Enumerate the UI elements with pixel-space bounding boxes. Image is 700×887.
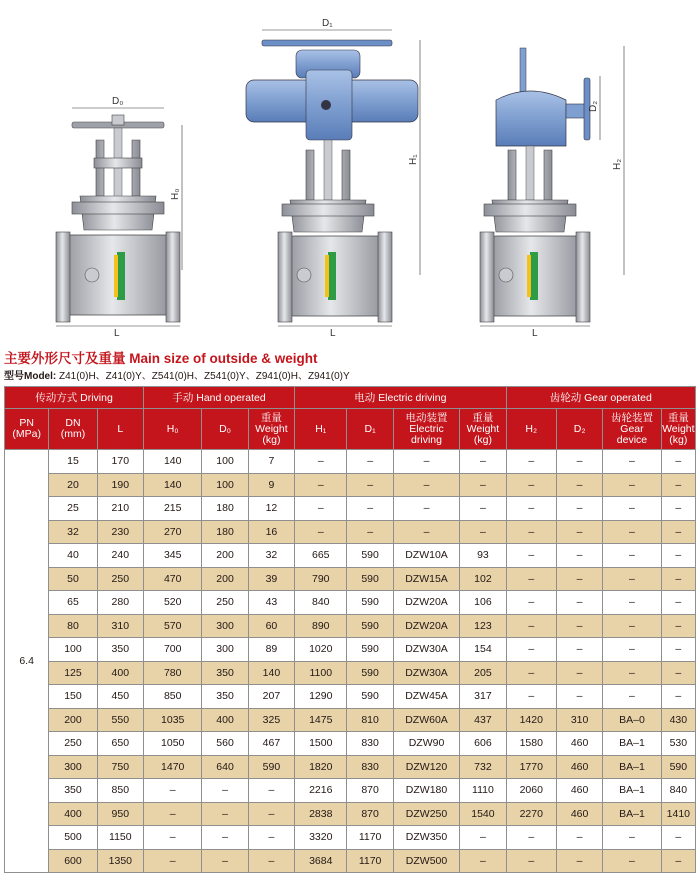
table-cell: 9 [248, 473, 294, 497]
header-d0: D₀ [202, 409, 248, 450]
electric-valve-drawing [246, 18, 420, 339]
table-cell: – [295, 473, 347, 497]
table-cell: – [603, 497, 661, 521]
table-cell: 590 [661, 755, 695, 779]
table-cell: 230 [97, 520, 143, 544]
table-cell: 1420 [506, 708, 556, 732]
table-cell: 1470 [144, 755, 202, 779]
table-cell: 810 [347, 708, 393, 732]
table-cell: – [347, 497, 393, 521]
table-cell: – [603, 826, 661, 850]
table-cell: – [248, 826, 294, 850]
table-cell: – [202, 826, 248, 850]
table-row [5, 591, 696, 615]
dim-h2-label: H₂ [612, 158, 623, 170]
table-cell: – [661, 638, 695, 662]
pn-cell: 6.4 [5, 450, 49, 873]
table-cell: 2270 [506, 802, 556, 826]
page-title: 主要外形尺寸及重量 Main size of outside & weight [4, 351, 318, 366]
table-cell: – [460, 497, 506, 521]
table-cell: 550 [97, 708, 143, 732]
table-cell: – [603, 849, 661, 873]
table-cell: 830 [347, 732, 393, 756]
table-cell: 840 [295, 591, 347, 615]
table-cell: – [506, 685, 556, 709]
table-row [5, 544, 696, 568]
table-cell: – [603, 567, 661, 591]
table-cell: 1170 [347, 826, 393, 850]
handwheel-top-icon [262, 40, 392, 46]
table-cell: 32 [248, 544, 294, 568]
group-driving: 传动方式 Driving [5, 387, 144, 409]
table-cell: 40 [49, 544, 97, 568]
table-cell: 317 [460, 685, 506, 709]
table-cell: 1580 [506, 732, 556, 756]
table-cell: – [661, 520, 695, 544]
dim-h1-label: H₁ [408, 154, 419, 165]
table-cell: 1290 [295, 685, 347, 709]
header-electric-device: 电动装置 Electric driving [393, 409, 459, 450]
table-cell: 1820 [295, 755, 347, 779]
table-cell: – [556, 567, 602, 591]
table-cell: 250 [97, 567, 143, 591]
table-cell: – [556, 614, 602, 638]
table-row [5, 826, 696, 850]
table-cell: – [144, 779, 202, 803]
table-cell: 700 [144, 638, 202, 662]
table-cell: 500 [49, 826, 97, 850]
table-cell: – [556, 826, 602, 850]
table-cell: – [506, 450, 556, 474]
table-cell: 310 [97, 614, 143, 638]
table-row [5, 708, 696, 732]
table-cell: 467 [248, 732, 294, 756]
table-cell: 400 [97, 661, 143, 685]
table-cell: 850 [97, 779, 143, 803]
header-l: L [97, 409, 143, 450]
table-cell: 470 [144, 567, 202, 591]
table-cell: 400 [49, 802, 97, 826]
table-row [5, 849, 696, 873]
header-weight-electric: 重量 Weight (kg) [460, 409, 506, 450]
table-cell: 870 [347, 802, 393, 826]
table-cell: – [603, 638, 661, 662]
table-cell: – [603, 685, 661, 709]
dim-d2-label: D₂ [588, 100, 599, 112]
table-cell: 1150 [97, 826, 143, 850]
table-cell: 125 [49, 661, 97, 685]
table-cell: – [460, 473, 506, 497]
table-row [5, 473, 696, 497]
table-cell: – [603, 591, 661, 615]
table-cell: – [661, 450, 695, 474]
table-cell: 345 [144, 544, 202, 568]
table-cell: – [556, 473, 602, 497]
table-cell: DZW180 [393, 779, 459, 803]
table-cell: – [661, 826, 695, 850]
table-cell: 1540 [460, 802, 506, 826]
table-cell: – [661, 567, 695, 591]
table-cell: 93 [460, 544, 506, 568]
table-cell: DZW120 [393, 755, 459, 779]
table-cell: – [506, 567, 556, 591]
table-row [5, 614, 696, 638]
table-cell: BA–1 [603, 802, 661, 826]
table-cell: 190 [97, 473, 143, 497]
table-cell: 240 [97, 544, 143, 568]
table-cell: – [506, 638, 556, 662]
table-cell: 60 [248, 614, 294, 638]
table-cell: – [506, 520, 556, 544]
table-cell: 3684 [295, 849, 347, 873]
table-cell: – [248, 802, 294, 826]
table-cell: – [556, 450, 602, 474]
table-cell: – [393, 450, 459, 474]
table-cell: 640 [202, 755, 248, 779]
table-cell: 1050 [144, 732, 202, 756]
table-cell: DZW60A [393, 708, 459, 732]
table-cell: – [144, 802, 202, 826]
table-cell: – [506, 826, 556, 850]
table-cell: – [556, 638, 602, 662]
header-weight-hand: 重量 Weight (kg) [248, 409, 294, 450]
header-h2: H₂ [506, 409, 556, 450]
table-cell: 400 [202, 708, 248, 732]
table-cell: – [506, 661, 556, 685]
table-cell: 1770 [506, 755, 556, 779]
dim-l-label-2: L [330, 328, 336, 339]
table-cell: 840 [661, 779, 695, 803]
table-cell: 590 [347, 591, 393, 615]
table-cell: 89 [248, 638, 294, 662]
table-row [5, 450, 696, 474]
table-cell: – [556, 520, 602, 544]
table-cell: 280 [97, 591, 143, 615]
table-cell: – [603, 473, 661, 497]
header-d1: D₁ [347, 409, 393, 450]
valve-drawings [0, 0, 700, 340]
table-cell: 430 [661, 708, 695, 732]
table-cell: 590 [248, 755, 294, 779]
table-cell: 606 [460, 732, 506, 756]
table-cell: 437 [460, 708, 506, 732]
table-cell: 200 [202, 567, 248, 591]
header-gear-device: 齿轮装置 Gear device [603, 409, 661, 450]
table-cell: 300 [202, 614, 248, 638]
table-cell: – [506, 849, 556, 873]
table-cell: 250 [202, 591, 248, 615]
table-cell: – [506, 614, 556, 638]
table-cell: – [460, 849, 506, 873]
table-cell: 1410 [661, 802, 695, 826]
table-cell: 1110 [460, 779, 506, 803]
table-cell: 16 [248, 520, 294, 544]
table-cell: 50 [49, 567, 97, 591]
table-cell: – [295, 450, 347, 474]
table-row [5, 802, 696, 826]
table-cell: DZW500 [393, 849, 459, 873]
table-cell: 100 [202, 473, 248, 497]
table-cell: 210 [97, 497, 143, 521]
table-cell: 1350 [97, 849, 143, 873]
header-h1: H₁ [295, 409, 347, 450]
table-cell: – [661, 544, 695, 568]
table-cell: 650 [97, 732, 143, 756]
table-row [5, 567, 696, 591]
table-cell: – [393, 473, 459, 497]
header-d2: D₂ [556, 409, 602, 450]
table-cell: DZW10A [393, 544, 459, 568]
table-cell: DZW45A [393, 685, 459, 709]
header-weight-gear: 重量 Weight (kg) [661, 409, 695, 450]
header-pn: PN (MPa) [5, 409, 49, 450]
table-cell: DZW30A [393, 638, 459, 662]
table-cell: – [556, 497, 602, 521]
table-cell: 950 [97, 802, 143, 826]
table-cell: 350 [202, 685, 248, 709]
table-cell: – [460, 450, 506, 474]
table-cell: 39 [248, 567, 294, 591]
table-cell: 2060 [506, 779, 556, 803]
table-cell: 310 [556, 708, 602, 732]
dim-l-label-3: L [532, 328, 538, 339]
table-row [5, 638, 696, 662]
model-list: Z41(0)H、Z41(0)Y、Z541(0)H、Z541(0)Y、Z941(0)H、Z941(0)Y [59, 371, 350, 382]
table-cell: – [661, 591, 695, 615]
table-cell: – [661, 849, 695, 873]
table-cell: 1020 [295, 638, 347, 662]
table-cell: 590 [347, 638, 393, 662]
table-cell: – [603, 520, 661, 544]
table-cell: 450 [97, 685, 143, 709]
table-cell: – [506, 473, 556, 497]
table-cell: 590 [347, 685, 393, 709]
dim-l-label-1: L [114, 328, 120, 339]
manual-valve-drawing [56, 96, 182, 339]
table-cell: – [556, 661, 602, 685]
table-cell: – [347, 450, 393, 474]
table-cell: – [248, 779, 294, 803]
table-cell: – [556, 685, 602, 709]
model-label: 型号Model: [4, 371, 57, 382]
valve-drawings-svg [0, 0, 700, 340]
table-cell: 180 [202, 497, 248, 521]
table-cell: 32 [49, 520, 97, 544]
table-row [5, 497, 696, 521]
table-cell: 106 [460, 591, 506, 615]
table-row [5, 779, 696, 803]
table-cell: 80 [49, 614, 97, 638]
table-cell: 590 [347, 544, 393, 568]
table-cell: – [393, 520, 459, 544]
table-cell: 2216 [295, 779, 347, 803]
table-cell: – [460, 826, 506, 850]
table-cell: – [460, 520, 506, 544]
table-cell: 205 [460, 661, 506, 685]
table-cell: 1100 [295, 661, 347, 685]
table-cell: BA–1 [603, 732, 661, 756]
table-cell: – [202, 849, 248, 873]
group-electric: 电动 Electric driving [295, 387, 507, 409]
table-cell: – [347, 473, 393, 497]
table-cell: 732 [460, 755, 506, 779]
table-cell: 560 [202, 732, 248, 756]
table-cell: – [661, 497, 695, 521]
header-dn: DN (mm) [49, 409, 97, 450]
table-cell: – [295, 520, 347, 544]
table-cell: 520 [144, 591, 202, 615]
table-row [5, 685, 696, 709]
table-cell: 830 [347, 755, 393, 779]
table-cell: 300 [202, 638, 248, 662]
table-cell: 790 [295, 567, 347, 591]
table-cell: 1475 [295, 708, 347, 732]
table-row [5, 520, 696, 544]
table-cell: 154 [460, 638, 506, 662]
table-cell: 600 [49, 849, 97, 873]
table-cell: – [556, 544, 602, 568]
table-cell: 180 [202, 520, 248, 544]
dim-d0-label: D₀ [112, 96, 124, 107]
dim-h0-label: H₀ [170, 188, 181, 200]
table-cell: DZW30A [393, 661, 459, 685]
table-cell: – [144, 826, 202, 850]
table-cell: DZW250 [393, 802, 459, 826]
table-row [5, 732, 696, 756]
table-cell: 215 [144, 497, 202, 521]
table-cell: 590 [347, 661, 393, 685]
table-cell: 3320 [295, 826, 347, 850]
table-row [5, 661, 696, 685]
table-cell: 460 [556, 779, 602, 803]
table-cell: – [144, 849, 202, 873]
table-cell: – [661, 473, 695, 497]
table-cell: BA–1 [603, 755, 661, 779]
table-cell: 530 [661, 732, 695, 756]
table-cell: – [556, 591, 602, 615]
table-cell: 20 [49, 473, 97, 497]
table-cell: 2838 [295, 802, 347, 826]
table-cell: 170 [97, 450, 143, 474]
table-cell: 300 [49, 755, 97, 779]
table-cell: 65 [49, 591, 97, 615]
column-header-row [5, 409, 696, 450]
table-cell: 460 [556, 755, 602, 779]
table-cell: 12 [248, 497, 294, 521]
table-cell: DZW90 [393, 732, 459, 756]
table-cell: 325 [248, 708, 294, 732]
table-cell: 100 [202, 450, 248, 474]
table-cell: 350 [49, 779, 97, 803]
table-cell: – [661, 685, 695, 709]
table-cell: 102 [460, 567, 506, 591]
header-h0: H₀ [144, 409, 202, 450]
table-cell: – [295, 497, 347, 521]
table-cell: 43 [248, 591, 294, 615]
table-cell: 140 [144, 473, 202, 497]
table-cell: 1170 [347, 849, 393, 873]
table-row [5, 755, 696, 779]
table-cell: BA–1 [603, 779, 661, 803]
table-cell: 25 [49, 497, 97, 521]
table-cell: 870 [347, 779, 393, 803]
spec-table-body [5, 450, 696, 873]
table-cell: 590 [347, 614, 393, 638]
table-cell: 123 [460, 614, 506, 638]
table-cell: 780 [144, 661, 202, 685]
table-cell: 350 [97, 638, 143, 662]
table-cell: 200 [49, 708, 97, 732]
table-cell: DZW20A [393, 614, 459, 638]
table-cell: – [347, 520, 393, 544]
table-cell: – [556, 849, 602, 873]
table-cell: – [248, 849, 294, 873]
table-cell: – [202, 802, 248, 826]
spec-table [4, 386, 696, 873]
table-cell: 207 [248, 685, 294, 709]
table-cell: – [603, 544, 661, 568]
table-cell: DZW20A [393, 591, 459, 615]
gearbox-icon [496, 91, 566, 146]
table-cell: – [603, 661, 661, 685]
table-cell: 140 [248, 661, 294, 685]
table-cell: 460 [556, 732, 602, 756]
table-cell: 1035 [144, 708, 202, 732]
table-cell: 1500 [295, 732, 347, 756]
table-cell: 15 [49, 450, 97, 474]
table-cell: 590 [347, 567, 393, 591]
table-cell: – [661, 614, 695, 638]
table-cell: 750 [97, 755, 143, 779]
table-cell: 140 [144, 450, 202, 474]
table-cell: – [506, 544, 556, 568]
table-cell: 7 [248, 450, 294, 474]
table-cell: BA–0 [603, 708, 661, 732]
dim-d1-label: D₁ [322, 18, 333, 29]
table-cell: – [202, 779, 248, 803]
table-cell: 850 [144, 685, 202, 709]
group-hand: 手动 Hand operated [144, 387, 295, 409]
model-line [4, 367, 350, 382]
table-cell: – [393, 497, 459, 521]
table-cell: – [603, 450, 661, 474]
gear-valve-drawing [480, 46, 624, 339]
table-cell: – [506, 497, 556, 521]
table-cell: 100 [49, 638, 97, 662]
table-cell: 350 [202, 661, 248, 685]
group-header-row [5, 387, 696, 409]
table-cell: 200 [202, 544, 248, 568]
group-gear: 齿轮动 Gear operated [506, 387, 695, 409]
table-cell: DZW350 [393, 826, 459, 850]
table-cell: DZW15A [393, 567, 459, 591]
table-cell: 250 [49, 732, 97, 756]
table-cell: 460 [556, 802, 602, 826]
table-cell: 570 [144, 614, 202, 638]
table-cell: 665 [295, 544, 347, 568]
table-cell: – [603, 614, 661, 638]
table-cell: 890 [295, 614, 347, 638]
table-cell: – [506, 591, 556, 615]
table-cell: 150 [49, 685, 97, 709]
table-cell: – [661, 661, 695, 685]
table-cell: 270 [144, 520, 202, 544]
